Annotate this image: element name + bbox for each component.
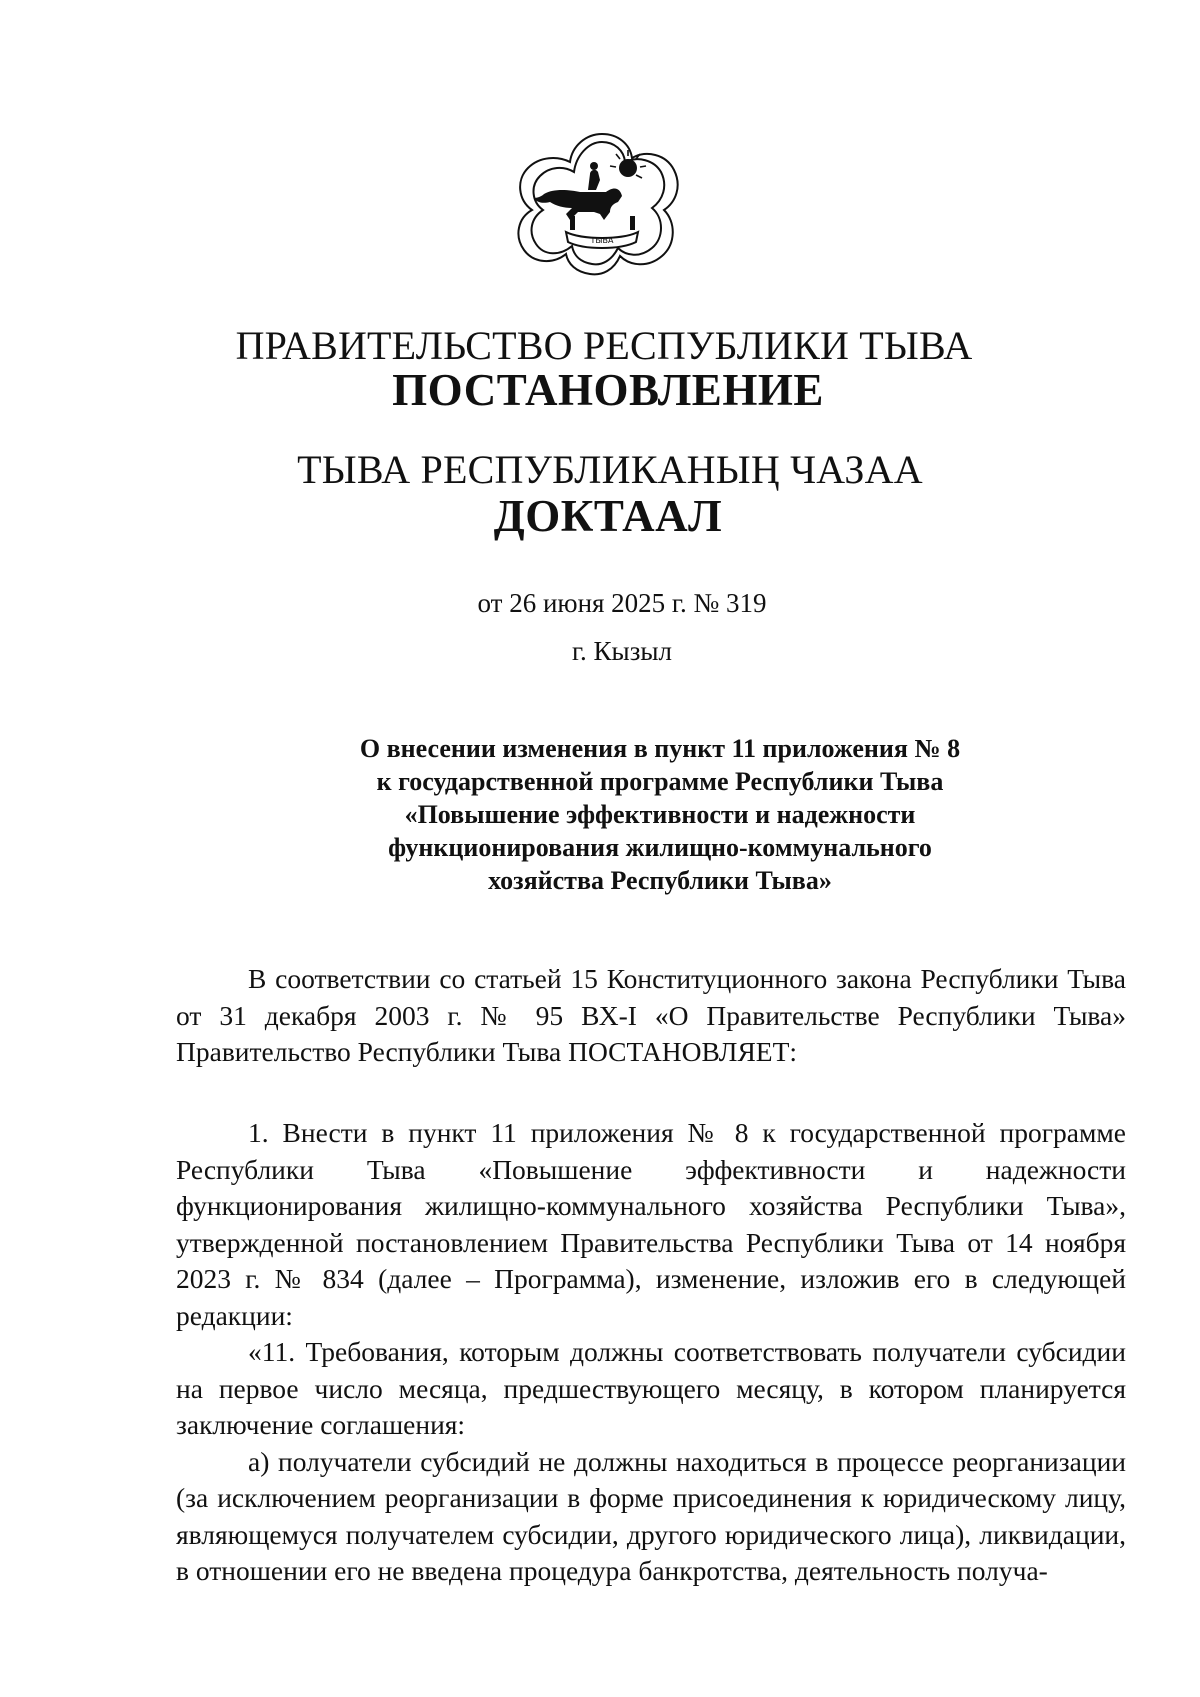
document-type-tv: ДОКТААЛ [493, 491, 723, 541]
document-subject [270, 732, 1050, 897]
government-name-tv: ТЫВА РЕСПУБЛИКАНЫҢ ЧАЗАА [297, 447, 923, 492]
preamble-block [176, 961, 1126, 1071]
resolution-body [176, 1115, 1126, 1590]
item-1-paragraph: 1. Внести в пункт 11 приложения № 8 к государственной программе Республики Тыва «Повышение эффективности и надежности функционирования жилищно-коммунального хозяйства Республики Тыва», утвержденной постановлением Правительства Республики Тыва от 14 ноября 2023 г. № 834 (далее – Программа), изменение, изложив его в следующей редакции: [176, 1117, 1126, 1331]
subject-line: «Повышение эффективности и надежности [404, 800, 916, 829]
government-name-ru: ПРАВИТЕЛЬСТВО РЕСПУБЛИКИ ТЫВА [235, 323, 973, 368]
preamble-paragraph: В соответствии со статьей 15 Конституционного закона Республики Тыва от 31 декабря 2003 г. № 95 ВХ-I «О Правительстве Республики Тыва» Правительство Республики Тыва ПОСТАНОВЛЯЕТ: [176, 963, 1126, 1067]
subject-line: О внесении изменения в пункт 11 приложения № 8 [359, 734, 961, 763]
subject-line: функционирования жилищно-коммунального [388, 833, 932, 862]
item-11-paragraph: «11. Требования, которым должны соответствовать получатели субсидии на первое число месяца, предшествующего месяцу, в котором планируется заключение соглашения: [176, 1336, 1126, 1440]
item-a-paragraph: а) получатели субсидий не должны находиться в процессе реорганизации (за исключением реорганизации в форме присоединения к юридическому лицу, являющемуся получателем субсидии, другого юридического лица), ликвидации, в отношении его не введена процедура банкротства, деятельность получа- [176, 1445, 1126, 1586]
document-date-number: от 26 июня 2025 г. № 319 [477, 588, 767, 618]
emblem-banner-text: ТЫВА [590, 236, 614, 245]
subject-line: хозяйства Республики Тыва» [488, 866, 832, 895]
document-city: г. Кызыл [572, 636, 672, 666]
subject-line: к государственной программе Республики Тыва [376, 767, 944, 796]
document-type-ru: ПОСТАНОВЛЕНИЕ [392, 365, 824, 415]
tuva-coat-of-arms-icon [514, 128, 690, 280]
